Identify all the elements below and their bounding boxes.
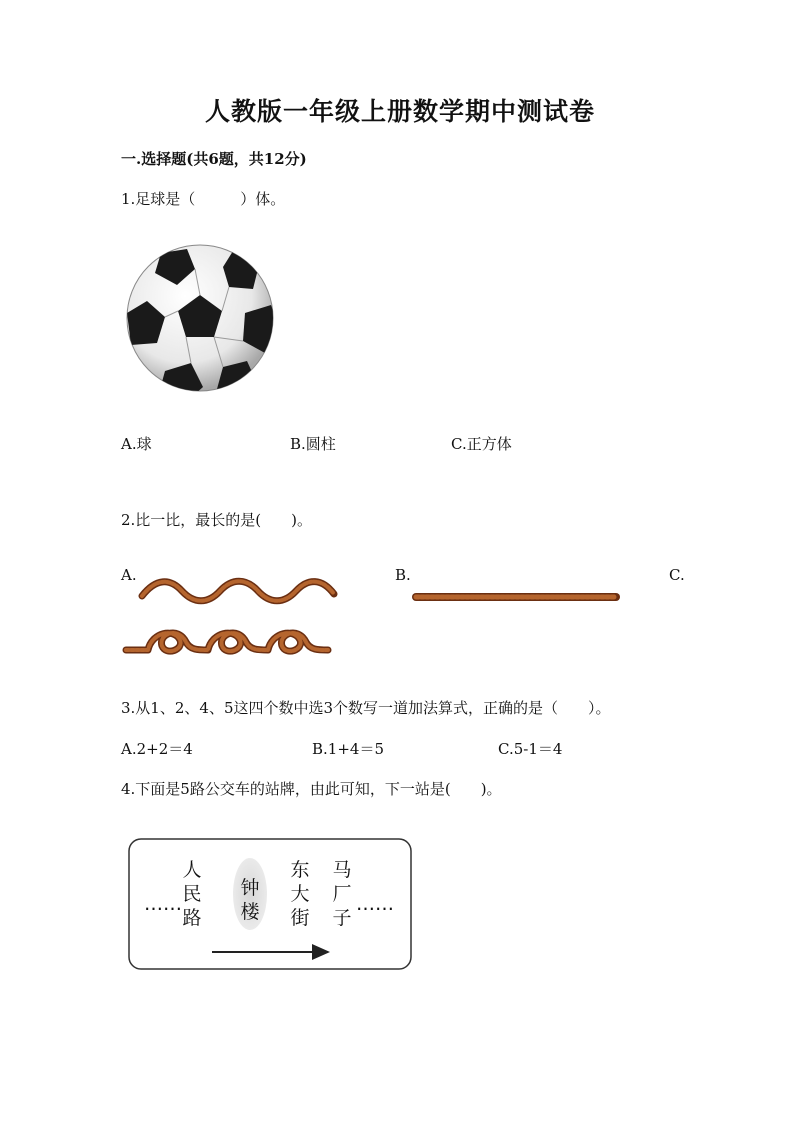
q2-option-b-label: B. xyxy=(395,566,411,584)
sign-dots-left: …… xyxy=(144,893,182,915)
station-dongdajie-char-3: 街 xyxy=(290,907,310,929)
station-dongdajie-char-2: 大 xyxy=(290,883,310,905)
station-zhonglou-char-1: 钟 xyxy=(240,877,260,899)
sign-dots-right: …… xyxy=(356,893,394,915)
station-dongdajie-char-1: 东 xyxy=(290,859,310,881)
q3-option-a: A.2+2＝4 xyxy=(121,740,193,758)
question-1-text: 1.足球是（ ）体。 xyxy=(121,190,286,208)
question-4-text: 4.下面是5路公交车的站牌，由此可知，下一站是( )。 xyxy=(121,780,502,798)
q1-option-a: A.球 xyxy=(121,435,152,453)
q3-option-c: C.5-1＝4 xyxy=(498,740,563,758)
wavy-rope-image xyxy=(138,574,338,608)
question-2-text: 2.比一比，最长的是( )。 xyxy=(121,511,313,529)
section-heading: 一.选择题(共6题，共12分) xyxy=(121,150,307,168)
station-zhonglou-char-2: 楼 xyxy=(240,901,260,923)
station-machangzi-char-3: 子 xyxy=(332,907,352,929)
station-machangzi-char-2: 厂 xyxy=(332,883,352,905)
knotted-rope-image xyxy=(122,622,332,660)
question-3-text: 3.从1、2、4、5这四个数中选3个数写一道加法算式，正确的是（ ）。 xyxy=(121,699,611,717)
q3-option-b: B.1+4＝5 xyxy=(312,740,384,758)
bus-stop-sign xyxy=(128,838,412,970)
soccer-ball-image xyxy=(125,243,275,393)
q2-option-c-label: C. xyxy=(669,566,685,584)
station-renminlu-char-1: 人 xyxy=(182,859,202,881)
station-renminlu-char-3: 路 xyxy=(182,907,202,929)
station-renminlu-char-2: 民 xyxy=(182,883,202,905)
q1-option-c: C.正方体 xyxy=(451,435,512,453)
straight-rope-image xyxy=(412,590,620,604)
station-machangzi-char-1: 马 xyxy=(332,859,352,881)
q2-option-a-label: A. xyxy=(121,566,137,584)
q1-option-b: B.圆柱 xyxy=(290,435,336,453)
page-title: 人教版一年级上册数学期中测试卷 xyxy=(204,97,595,126)
